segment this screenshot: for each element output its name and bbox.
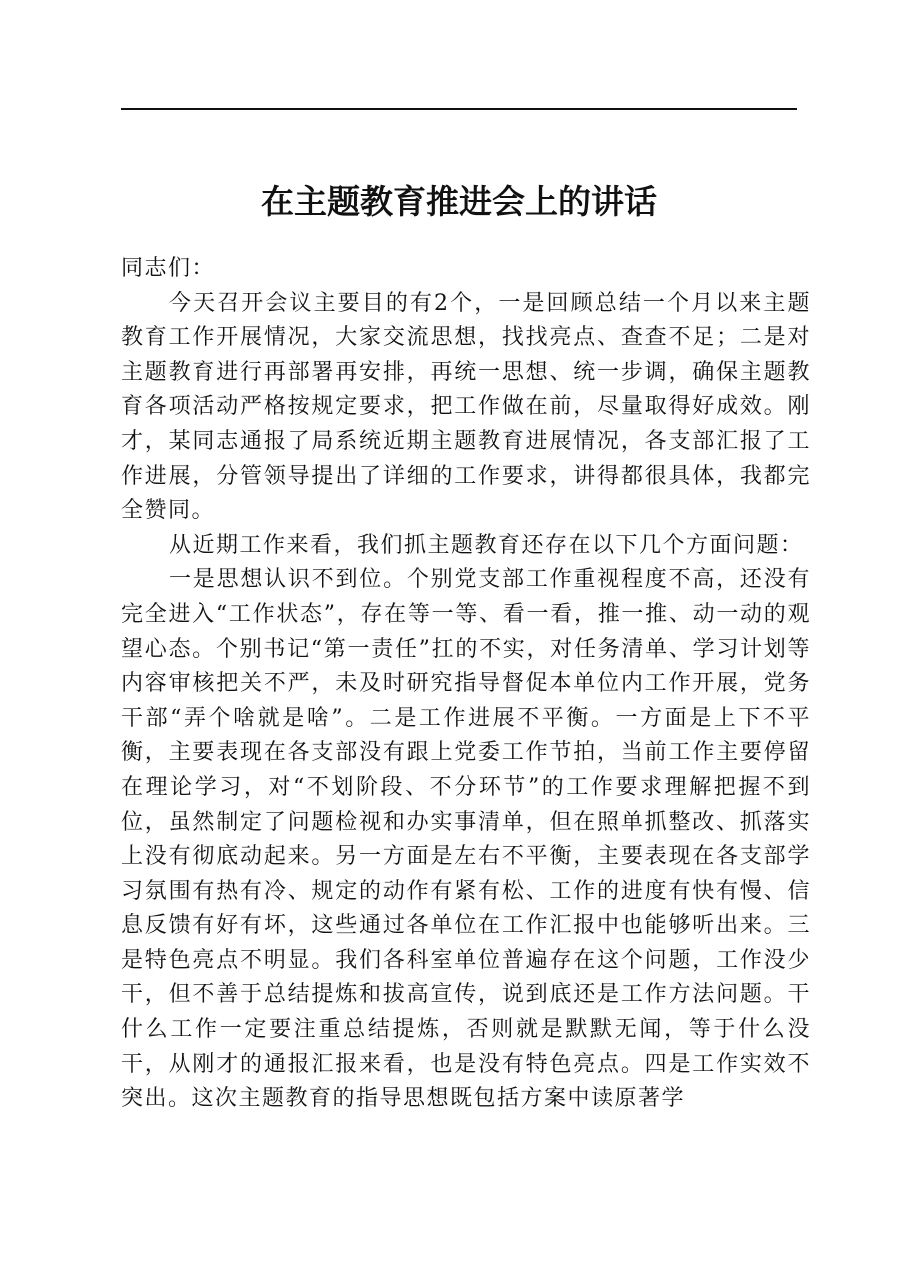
document-title: 在主题教育推进会上的讲话 (261, 182, 657, 222)
paragraph-problems-detail: 一是思想认识不到位。个别党支部工作重视程度不高，还没有完全进入“工作状态”，存在等一等、看一看，推一推、动一动的观望心态。个别书记“第一责任”扛的不实，对任务清单、学习计划等内容审核把关不严，未及时研究指导督促本单位内工作开展，党务干部“弄个啥就是啥”。二是工作进展不平衡。一方面是上下不平衡，主要表现在各支部没有跟上党委工作节拍，当前工作主要停留在理论学习，对“不划阶段、不分环节”的工作要求理解把握不到位，虽然制定了问题检视和办实事清单，但在照单抓整改、抓落实上没有彻底动起来。另一方面是左右不平衡，主要表现在各支部学习氛围有热有冷、规定的动作有紧有松、工作的进度有快有慢、信息反馈有好有坏，这些通过各单位在工作汇报中也能够听出来。三是特色亮点不明显。我们各科室单位普遍存在这个问题，工作没少干，但不善于总结提炼和拔高宣传，说到底还是工作方法问题。干什么工作一定要注重总结提炼，否则就是默默无闻，等于什么没干，从刚才的通报汇报来看，也是没有特色亮点。四是工作实效不突出。这次主题教育的指导思想既包括方案中读原著学 (121, 567, 811, 1112)
header-rule (121, 108, 797, 110)
paragraph-opening: 今天召开会议主要目的有2个，一是回顾总结一个月以来主题教育工作开展情况，大家交流思想，找找亮点、查查不足；二是对主题教育进行再部署再安排，再统一思想、统一步调，确保主题教育各项活动严格按规定要求，把工作做在前，尽量取得好成效。刚才，某同志通报了局系统近期主题教育进展情况，各支部汇报了工作进展，分管领导提出了详细的工作要求，讲得都很具体，我都完全赞同。 (121, 290, 811, 524)
paragraph-problems-intro: 从近期工作来看，我们抓主题教育还存在以下几个方面问题： (169, 532, 804, 558)
document-body (121, 252, 811, 1117)
greeting-line: 同志们： (121, 256, 216, 281)
